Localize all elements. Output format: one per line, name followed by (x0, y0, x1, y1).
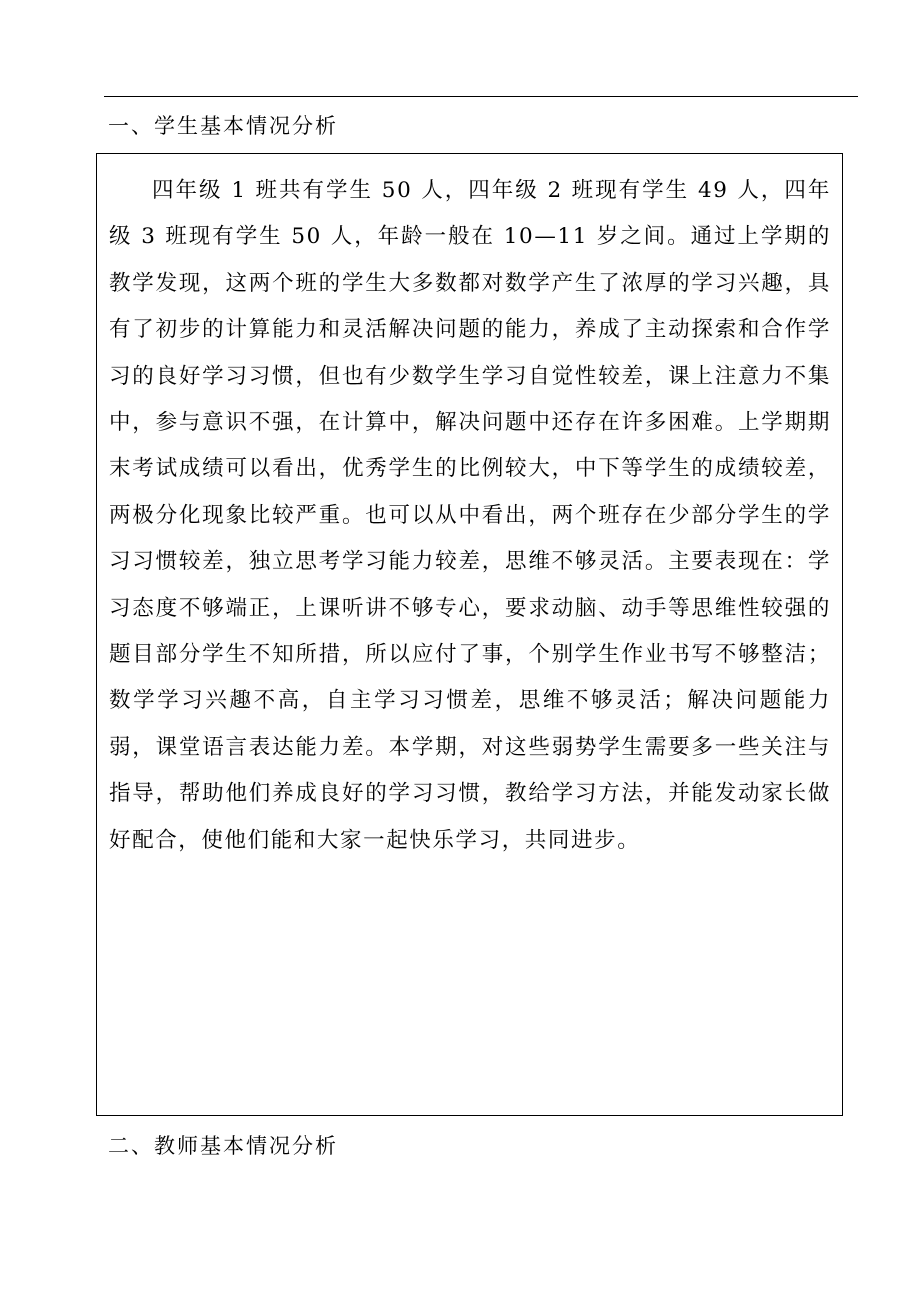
section-heading-student-analysis: 一、学生基本情况分析 (108, 114, 338, 138)
section-heading-teacher-analysis: 二、教师基本情况分析 (108, 1134, 338, 1158)
header-rule (104, 96, 858, 97)
student-analysis-text: 四年级 1 班共有学生 50 人，四年级 2 班现有学生 49 人，四年级 3 班现有学生 50 人，年龄一般在 10—11 岁之间。通过上学期的教学发现，这两个班的学生大多数都对数学产生了浓厚的学习兴趣，具有了初步的计算能力和灵活解决问题的能力，养成了主动探索和合作学习的良好学习习惯，但也有少数学生学习自觉性较差，课上注意力不集中，参与意识不强，在计算中，解决问题中还存在许多困难。上学期期末考试成绩可以看出，优秀学生的比例较大，中下等学生的成绩较差，两极分化现象比较严重。也可以从中看出，两个班存在少部分学生的学习习惯较差，独立思考学习能力较差，思维不够灵活。主要表现在：学习态度不够端正，上课听讲不够专心，要求动脑、动手等思维性较强的题目部分学生不知所措，所以应付了事，个别学生作业书写不够整洁；数学学习兴趣不高，自主学习习惯差，思维不够灵活；解决问题能力弱，课堂语言表达能力差。本学期，对这些弱势学生需要多一些关注与指导，帮助他们养成良好的学习习惯，教给学习方法，并能发动家长做好配合，使他们能和大家一起快乐学习，共同进步。 (109, 178, 831, 853)
student-analysis-box (96, 153, 843, 1116)
